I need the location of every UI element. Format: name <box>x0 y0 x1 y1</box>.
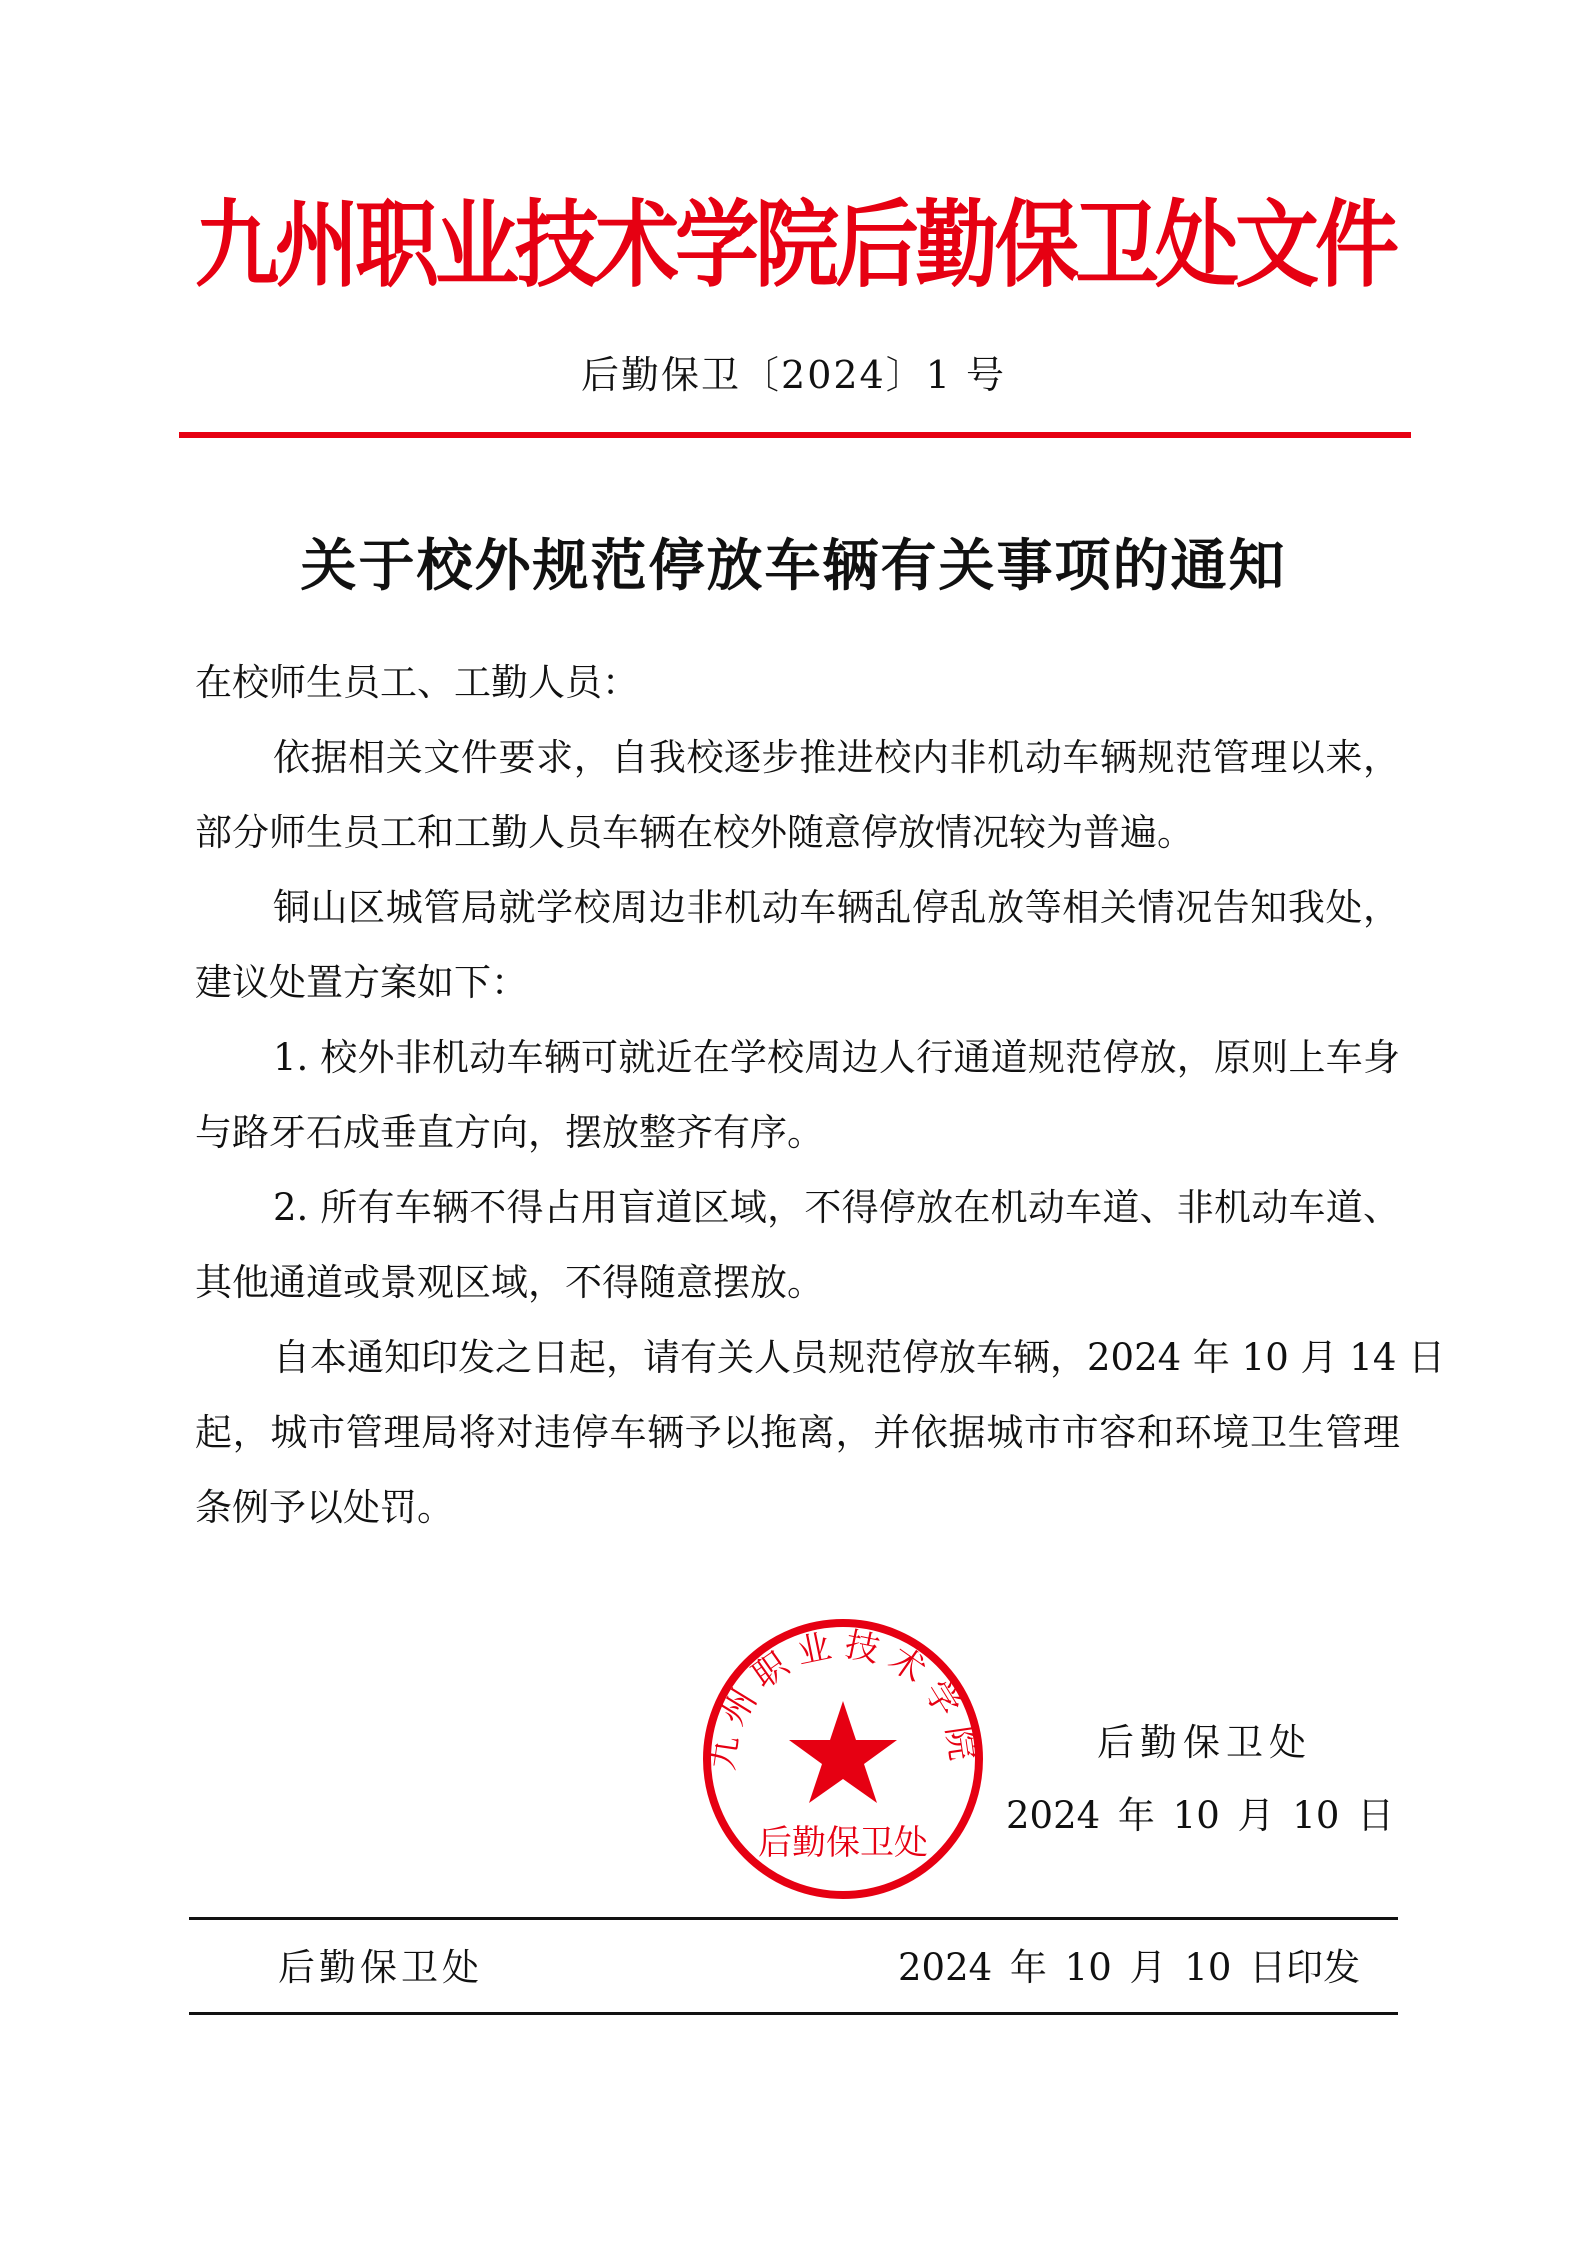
notice-body <box>195 645 1446 1545</box>
doc-number: 后勤保卫〔2024〕1 号 <box>581 353 1006 397</box>
body-line: 2. 所有车辆不得占用盲道区域，不得停放在机动车道、非机动车道、 <box>273 1186 1400 1229</box>
footer-top-rule <box>189 1917 1398 1920</box>
footer-bottom-rule <box>189 2012 1398 2015</box>
body-line: 条例予以处罚。 <box>195 1486 454 1529</box>
body-line: 铜山区城管局就学校周边非机动车辆乱停乱放等相关情况告知我处， <box>273 886 1400 929</box>
body-line: 建议处置方案如下： <box>195 961 528 1004</box>
signature-date: 2024 年 10 月 10 日 <box>1006 1794 1395 1837</box>
body-line: 部分师生员工和工勤人员车辆在校外随意停放情况较为普遍。 <box>195 811 1194 854</box>
body-line: 1. 校外非机动车辆可就近在学校周边人行通道规范停放，原则上车身 <box>273 1036 1400 1079</box>
org-title: 九州职业技术学院后勤保卫处文件 <box>194 189 1395 300</box>
footer-issue-date: 2024 年 10 月 10 日印发 <box>898 1946 1361 1989</box>
signature-org: 后勤保卫处 <box>1097 1721 1312 1764</box>
salutation: 在校师生员工、工勤人员： <box>195 661 639 704</box>
red-divider <box>179 432 1411 438</box>
notice-title: 关于校外规范停放车辆有关事项的通知 <box>300 533 1287 599</box>
body-line: 与路牙石成垂直方向，摆放整齐有序。 <box>195 1111 824 1154</box>
star-icon <box>789 1701 897 1803</box>
body-line: 依据相关文件要求，自我校逐步推进校内非机动车辆规范管理以来， <box>273 736 1400 779</box>
seal-arc-text: 九州职业技术学院 <box>702 1624 984 1773</box>
footer-issuer: 后勤保卫处 <box>278 1946 483 1989</box>
body-line: 起，城市管理局将对违停车辆予以拖离，并依据城市市容和环境卫生管理 <box>195 1411 1400 1454</box>
body-line: 其他通道或景观区域，不得随意摆放。 <box>195 1261 824 1304</box>
seal-center-text: 后勤保卫处 <box>758 1823 928 1863</box>
body-line: 自本通知印发之日起，请有关人员规范停放车辆，2024 年 10 月 14 日 <box>273 1336 1446 1379</box>
official-seal-stamp <box>700 1616 986 1902</box>
